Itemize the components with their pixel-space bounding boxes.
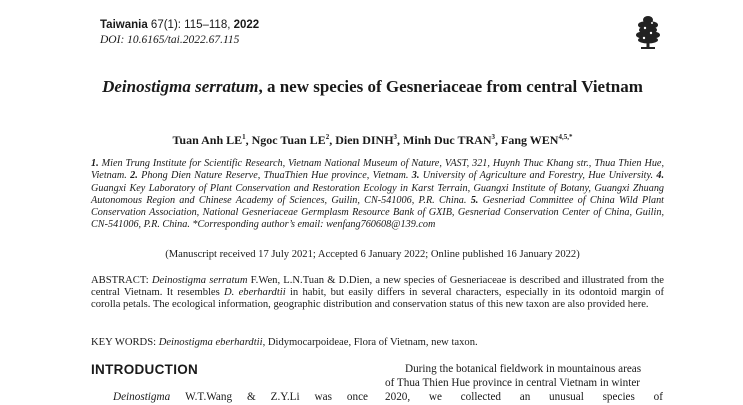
affiliation-text: Gesneriad Committee of China Wild Plant Conservation Association, National Gesneriaceae Germplasm Resource Bank of GXIB, Gesneriad Conservation Center of China, Guilin, CN-541006, P.R. China. *Corresponding author’s email: wenfang760608@139.com bbox=[91, 194, 664, 231]
journal-citation bbox=[100, 18, 259, 32]
intro-word: once bbox=[346, 391, 368, 403]
keyword-species: Deinostigma eberhardtii bbox=[158, 337, 263, 348]
author-name: Tuan Anh LE bbox=[172, 133, 243, 147]
introduction-heading: INTRODUCTION bbox=[91, 362, 199, 377]
affiliation-number: 4. bbox=[656, 170, 664, 182]
intro-word: Z.Y.Li bbox=[270, 391, 300, 403]
abstract-compare-species: D. eberhardtii bbox=[224, 287, 286, 299]
intro-right-column bbox=[385, 363, 663, 404]
keywords-rest: , Didymocarpoideae, Flora of Vietnam, new taxon. bbox=[262, 337, 478, 348]
title-rest: , a new species of Gesneriaceae from central Vietnam bbox=[258, 77, 643, 96]
author-list bbox=[100, 133, 645, 148]
doi[interactable]: DOI: 10.6165/tai.2022.67.115 bbox=[100, 34, 240, 46]
abstract-label: ABSTRACT: bbox=[91, 275, 152, 286]
author-separator: , bbox=[397, 133, 404, 147]
intro-word: of bbox=[653, 390, 663, 403]
journal-volume-pages: 67(1): 115–118, bbox=[150, 19, 231, 31]
affiliations bbox=[91, 158, 664, 232]
author-affiliation-mark: 2 bbox=[325, 133, 330, 141]
affiliation-number: 5. bbox=[470, 194, 479, 206]
intro-word: was bbox=[314, 391, 332, 403]
author-name: Ngoc Tuan LE bbox=[251, 133, 326, 147]
author-name: Dien DINH bbox=[335, 133, 394, 147]
author-separator: , bbox=[245, 133, 252, 147]
abstract-text: F.Wen, L.N.Tuan & D.Dien, a new species of Gesneriaceae is described and illustrated from the central Vietnam. It resembles bbox=[91, 275, 664, 299]
intro-word: species bbox=[602, 390, 635, 403]
intro-text-line: During the botanical fieldwork in mountainous areas bbox=[405, 363, 642, 375]
author-name: Fang WEN bbox=[501, 133, 559, 147]
intro-word: W.T.Wang bbox=[185, 391, 233, 403]
journal-name: Taiwania bbox=[100, 19, 148, 31]
affiliation-text: University of Agriculture and Forestry, Hue University. bbox=[419, 170, 657, 182]
author-affiliation-mark: 3 bbox=[393, 133, 398, 141]
author-affiliation-mark: 3 bbox=[491, 133, 495, 141]
manuscript-dates: (Manuscript received 17 July 2021; Accepted 6 January 2022; Online published 16 January 2022) bbox=[165, 249, 580, 260]
author-name: Minh Duc TRAN bbox=[403, 133, 492, 147]
intro-word: & bbox=[246, 391, 256, 403]
author-affiliation-mark: 1 bbox=[242, 133, 246, 141]
affiliation-number: 3. bbox=[411, 170, 420, 182]
abstract bbox=[91, 275, 664, 312]
affiliation-text: Phong Dien Nature Reserve, ThuaThien Hue province, Vietnam. bbox=[137, 170, 412, 182]
intro-word: we bbox=[428, 390, 442, 403]
affiliation-number: 2. bbox=[130, 170, 138, 182]
abstract-species: Deinostigma serratum bbox=[151, 275, 248, 286]
intro-genus: Deinostigma bbox=[113, 391, 171, 403]
taiwania-tree-logo-icon bbox=[632, 14, 664, 52]
affiliation-text: Mien Trung Institute for Scientific Research, Vietnam National Museum of Nature, VAST, 321, Huynh Thuc Khang str., Thua Thien Hue, Vietnam. bbox=[91, 158, 664, 182]
intro-word: 2020, bbox=[385, 390, 411, 403]
intro-text-line bbox=[385, 391, 663, 405]
abstract-text: in habit, but easily differs in several characters, especially in its odontoid margin of corolla petals. The ecological information, geographic distribution and conservation status of this new taxon are also provided here. bbox=[91, 287, 664, 311]
keywords-label: KEY WORDS: bbox=[91, 337, 159, 348]
intro-word: collected bbox=[460, 390, 502, 403]
paper-title bbox=[100, 76, 645, 98]
author-affiliation-mark: 4,5,* bbox=[558, 133, 573, 141]
intro-word: unusual bbox=[549, 390, 584, 403]
intro-left-column-line bbox=[113, 391, 368, 403]
intro-word: an bbox=[519, 390, 531, 403]
affiliation-text: Guangxi Key Laboratory of Plant Conservation and Restoration Ecology in Karst Terrain, Guangxi Institute of Botany, Guangxi Zhuang Autonomous Region and Chinese Academy of Sciences, Guilin, CN-541006, P.R. China. bbox=[91, 182, 664, 206]
journal-year: 2022 bbox=[233, 19, 260, 31]
intro-text-line: of Thua Thien Hue province in central Vietnam in winter bbox=[385, 376, 641, 389]
title-species: Deinostigma serratum bbox=[102, 77, 259, 96]
author-separator: , bbox=[329, 133, 336, 147]
author-separator: , bbox=[495, 133, 501, 147]
keywords bbox=[91, 337, 664, 348]
affiliation-number: 1. bbox=[91, 158, 99, 169]
